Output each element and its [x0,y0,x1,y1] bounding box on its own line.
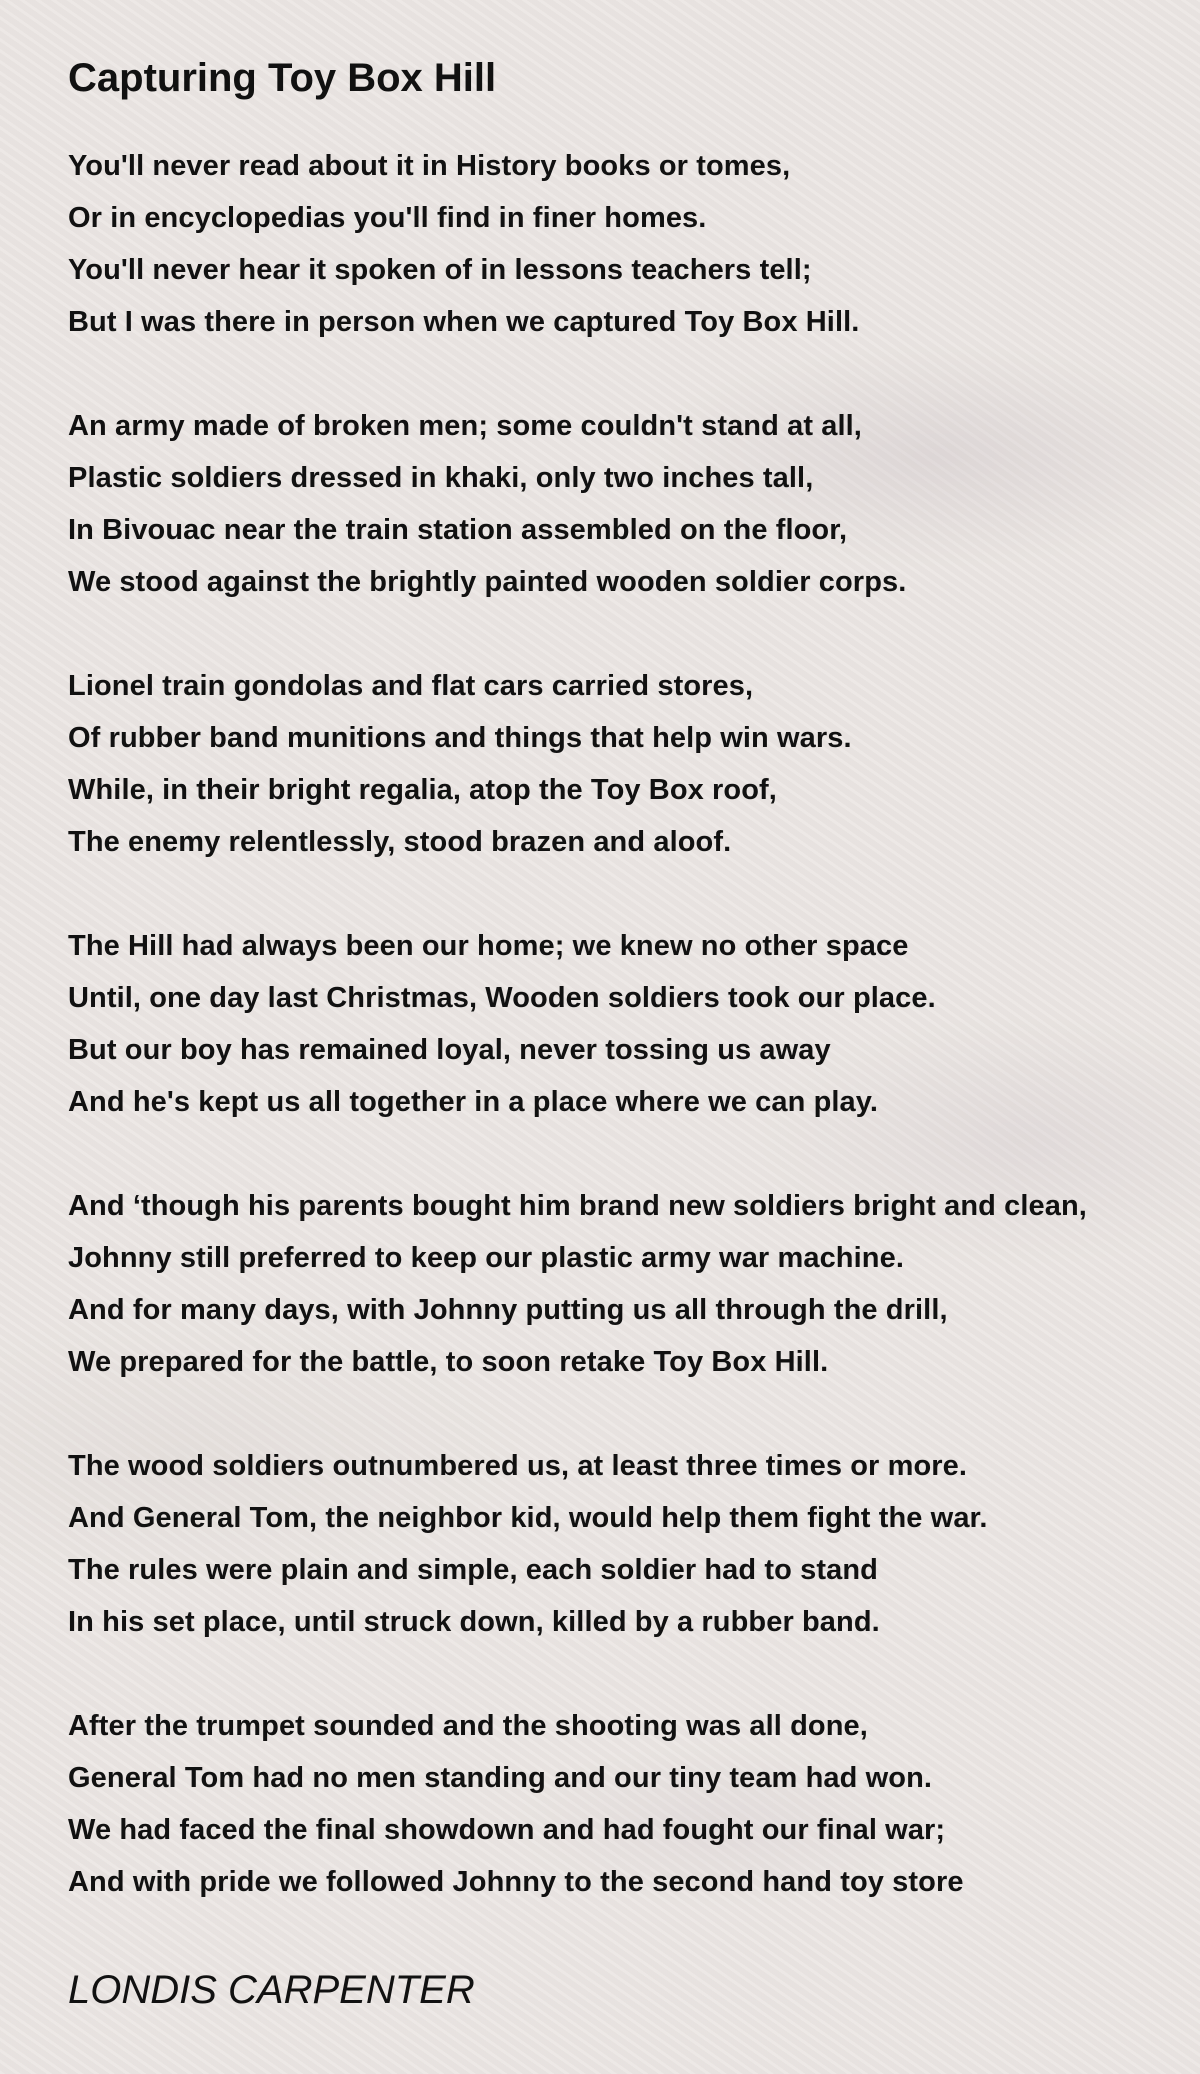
poem-line: The wood soldiers outnumbered us, at least three times or more. [68,1450,968,1482]
stanza-1 [68,140,1200,348]
poem-line: We stood against the brightly painted wooden soldier corps. [68,566,907,598]
poem-line: In Bivouac near the train station assembled on the floor, [68,514,848,546]
stanza-3 [68,660,1200,868]
poem-author: LONDIS CARPENTER [68,1968,475,2012]
poem-page [68,50,1200,2020]
poem-line: After the trumpet sounded and the shooting was all done, [68,1710,868,1742]
poem-line: And for many days, with Johnny putting us all through the drill, [68,1294,948,1326]
poem-line: In his set place, until struck down, killed by a rubber band. [68,1606,880,1638]
poem-line: The rules were plain and simple, each soldier had to stand [68,1554,878,1586]
poem-line: Or in encyclopedias you'll find in finer homes. [68,202,707,234]
poem-line: And General Tom, the neighbor kid, would help them fight the war. [68,1502,988,1534]
poem-line: But I was there in person when we captured Toy Box Hill. [68,306,860,338]
stanza-4 [68,920,1200,1128]
poem-line: We had faced the final showdown and had fought our final war; [68,1814,946,1846]
stanza-2 [68,400,1200,608]
poem-line: Until, one day last Christmas, Wooden soldiers took our place. [68,982,936,1014]
poem-line: Lionel train gondolas and flat cars carried stores, [68,670,754,702]
poem-line: Of rubber band munitions and things that help win wars. [68,722,852,754]
stanza-6 [68,1440,1200,1648]
poem-line: And he's kept us all together in a place where we can play. [68,1086,878,1118]
poem-line: But our boy has remained loyal, never tossing us away [68,1034,831,1066]
poem-line: And with pride we followed Johnny to the second hand toy store [68,1866,964,1898]
poem-line: While, in their bright regalia, atop the Toy Box roof, [68,774,777,806]
poem-line: Plastic soldiers dressed in khaki, only two inches tall, [68,462,814,494]
poem-line: We prepared for the battle, to soon retake Toy Box Hill. [68,1346,829,1378]
poem-line: And ‘though his parents bought him brand new soldiers bright and clean, [68,1190,1087,1222]
poem-line: General Tom had no men standing and our tiny team had won. [68,1762,933,1794]
poem-line: Johnny still preferred to keep our plastic army war machine. [68,1242,904,1274]
poem-line: You'll never read about it in History books or tomes, [68,150,791,182]
poem-line: The Hill had always been our home; we knew no other space [68,930,909,962]
stanza-5 [68,1180,1200,1388]
poem-line: The enemy relentlessly, stood brazen and aloof. [68,826,732,858]
poem-title: Capturing Toy Box Hill [68,56,497,100]
poem-line: An army made of broken men; some couldn't stand at all, [68,410,862,442]
poem-line: You'll never hear it spoken of in lessons teachers tell; [68,254,812,286]
stanza-7 [68,1700,1200,1908]
